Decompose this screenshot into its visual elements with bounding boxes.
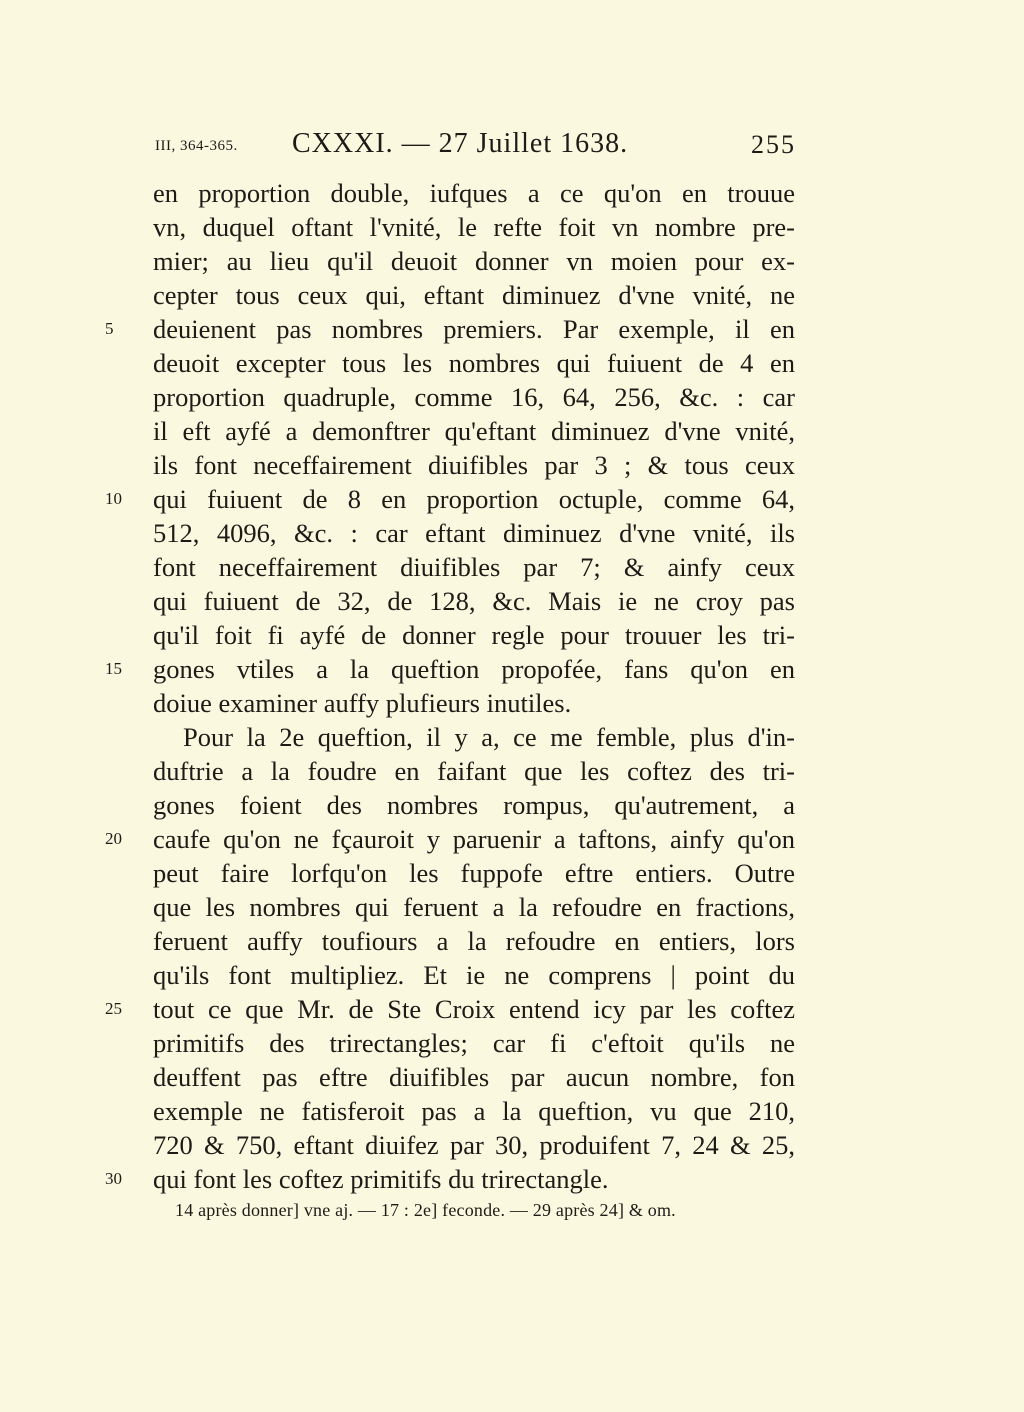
text-line: 25 tout ce que Mr. de Ste Croix entend icy par les coftez bbox=[105, 994, 795, 1024]
text-line: mier; au lieu qu'il deuoit donner vn moien pour ex- bbox=[153, 246, 795, 276]
text-line: vn, duquel oftant l'vnité, le refte foit vn nombre pre- bbox=[153, 212, 795, 242]
text-line: ils font neceffairement diuifibles par 3 ; & tous ceux bbox=[153, 450, 795, 480]
text-line: 15 gones vtiles a la queftion propofée, fans qu'on en bbox=[105, 654, 795, 684]
letter-heading: CXXXI. — 27 Juillet 1638. bbox=[292, 128, 629, 159]
text-line: que les nombres qui feruent a la refoudre en fractions, bbox=[153, 892, 795, 922]
text-line: peut faire lorfqu'on les fuppofe eftre entiers. Outre bbox=[153, 858, 795, 888]
text-line: 512, 4096, &c. : car eftant diminuez d'vne vnité, ils bbox=[153, 518, 795, 548]
text-line: cepter tous ceux qui, eftant diminuez d'vne vnité, ne bbox=[153, 280, 795, 310]
line-number: 5 bbox=[105, 319, 114, 338]
text-line: qui fuiuent de 32, de 128, &c. Mais ie ne croy pas bbox=[153, 586, 795, 616]
text-line: il eft ayfé a demonftrer qu'eftant diminuez d'vne vnité, bbox=[153, 416, 795, 446]
text-line: 720 & 750, eftant diuifez par 30, produifent 7, 24 & 25, bbox=[153, 1130, 795, 1160]
text-line: proportion quadruple, comme 16, 64, 256, &c. : car bbox=[153, 382, 795, 412]
line-number: 25 bbox=[105, 999, 122, 1018]
text-line: deuffent pas eftre diuifibles par aucun nombre, fon bbox=[153, 1062, 795, 1092]
volume-page-reference: III, 364-365. bbox=[155, 138, 238, 154]
text-line: 5 deuienent pas nombres premiers. Par exemple, il en bbox=[105, 314, 795, 344]
text-line: qu'ils font multipliez. Et ie ne comprens | point du bbox=[153, 960, 795, 990]
text-line: font neceffairement diuifibles par 7; & ainfy ceux bbox=[153, 552, 795, 582]
text-line: deuoit excepter tous les nombres qui fuiuent de 4 en bbox=[153, 348, 795, 378]
text-line: gones foient des nombres rompus, qu'autrement, a bbox=[153, 790, 795, 820]
text-line: qu'il foit fi ayfé de donner regle pour trouuer les tri- bbox=[153, 620, 795, 650]
line-number: 20 bbox=[105, 829, 122, 848]
running-header bbox=[0, 128, 1024, 168]
text-line: exemple ne fatisferoit pas a la queftion, vu que 210, bbox=[153, 1096, 795, 1126]
text-line: primitifs des trirectangles; car fi c'eftoit qu'ils ne bbox=[153, 1028, 795, 1058]
text-line: feruent auffy toufiours a la refoudre en entiers, lors bbox=[153, 926, 795, 956]
text-line: Pour la 2e queftion, il y a, ce me femble, plus d'in- bbox=[183, 722, 795, 752]
text-line: doiue examiner auffy plufieurs inutiles. bbox=[153, 688, 572, 718]
page-number: 255 bbox=[751, 130, 796, 159]
line-number: 15 bbox=[105, 659, 122, 678]
footnote: 14 après donner] vne aj. — 17 : 2e] feconde. — 29 après 24] & om. bbox=[175, 1200, 676, 1220]
text-line: duftrie a la foudre en faifant que les coftez des tri- bbox=[153, 756, 795, 786]
text-line: 20 caufe qu'on ne fçauroit y paruenir a taftons, ainfy qu'on bbox=[105, 824, 795, 854]
line-number: 10 bbox=[105, 489, 122, 508]
text-line: 10 qui fuiuent de 8 en proportion octuple, comme 64, bbox=[105, 484, 795, 514]
main-text bbox=[105, 176, 795, 1196]
text-line: 30 qui font les coftez primitifs du trirectangle. bbox=[105, 1164, 609, 1194]
line-number: 30 bbox=[105, 1169, 122, 1188]
text-line: en proportion double, iufques a ce qu'on en trouue bbox=[153, 178, 795, 208]
